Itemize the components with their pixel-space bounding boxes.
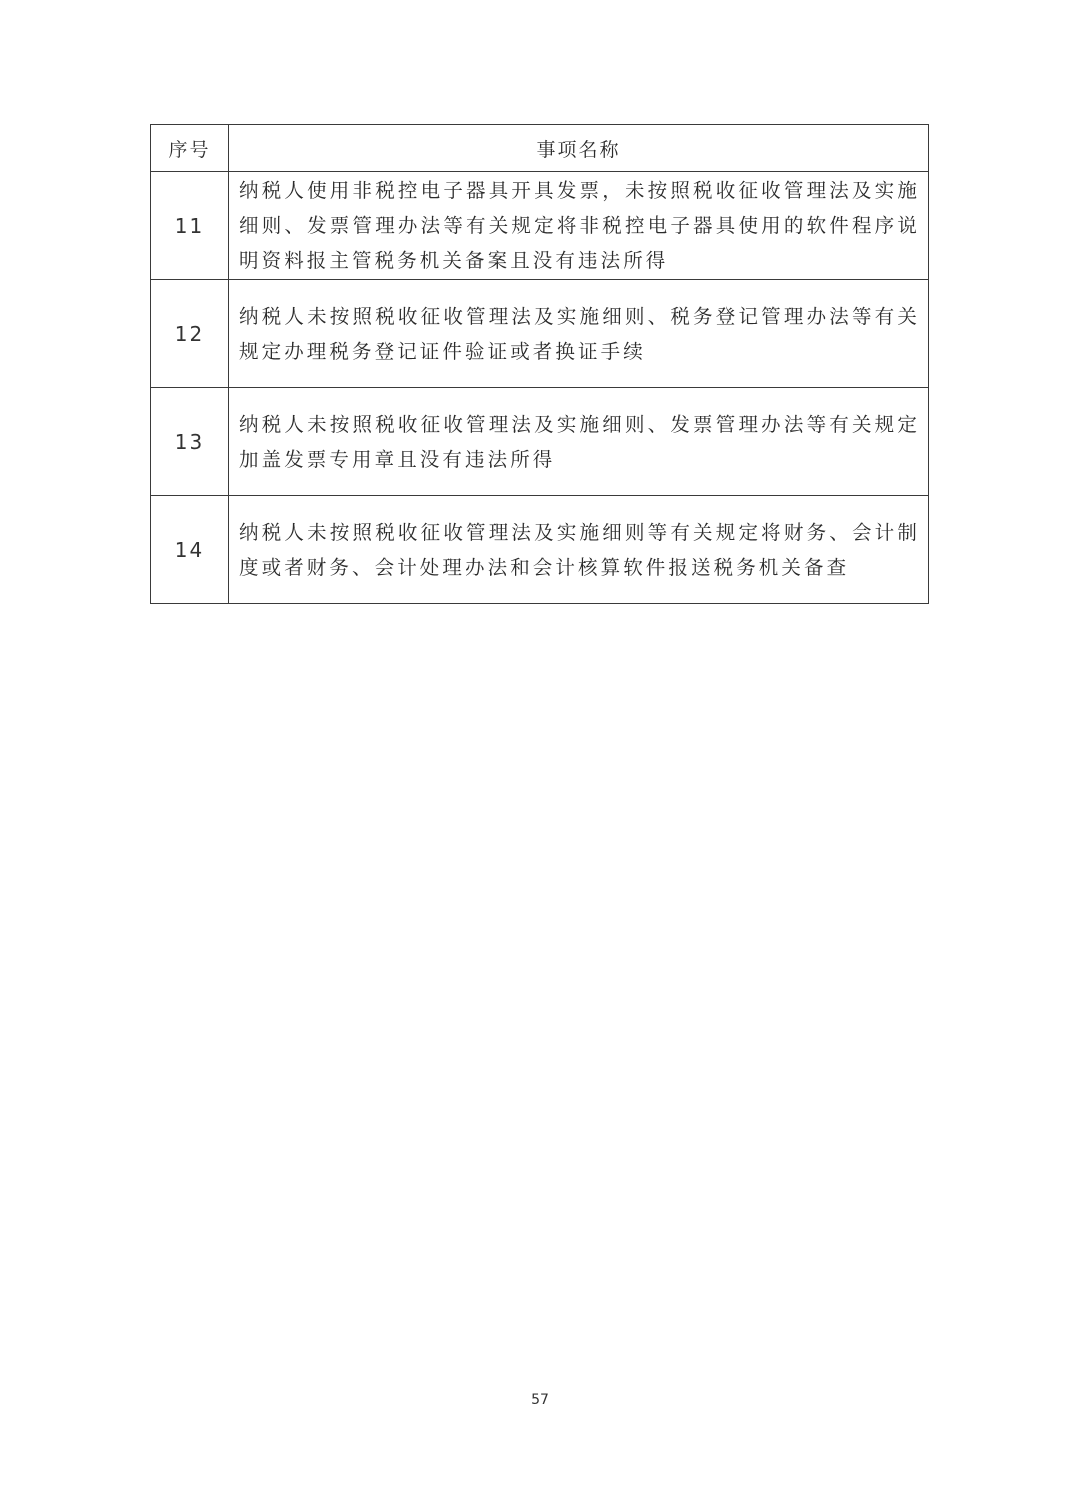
items-table [150,124,929,604]
row-item-name: 纳税人使用非税控电子器具开具发票，未按照税收征收管理法及实施细则、发票管理办法等有关规定将非税控电子器具使用的软件程序说明资料报主管税务机关备案且没有违法所得 [229,172,929,280]
table-row [151,496,929,604]
row-number: 11 [151,172,229,280]
row-number: 12 [151,280,229,388]
row-number: 14 [151,496,229,604]
header-number: 序号 [151,125,229,172]
row-number: 13 [151,388,229,496]
row-item-name: 纳税人未按照税收征收管理法及实施细则等有关规定将财务、会计制度或者财务、会计处理办法和会计核算软件报送税务机关备查 [229,496,929,604]
row-item-name: 纳税人未按照税收征收管理法及实施细则、税务登记管理办法等有关规定办理税务登记证件验证或者换证手续 [229,280,929,388]
table-row [151,388,929,496]
page-number: 57 [531,1392,549,1408]
row-item-name: 纳税人未按照税收征收管理法及实施细则、发票管理办法等有关规定加盖发票专用章且没有违法所得 [229,388,929,496]
table-row [151,280,929,388]
table-row [151,172,929,280]
table-header-row [151,125,929,172]
header-item-name: 事项名称 [229,125,929,172]
